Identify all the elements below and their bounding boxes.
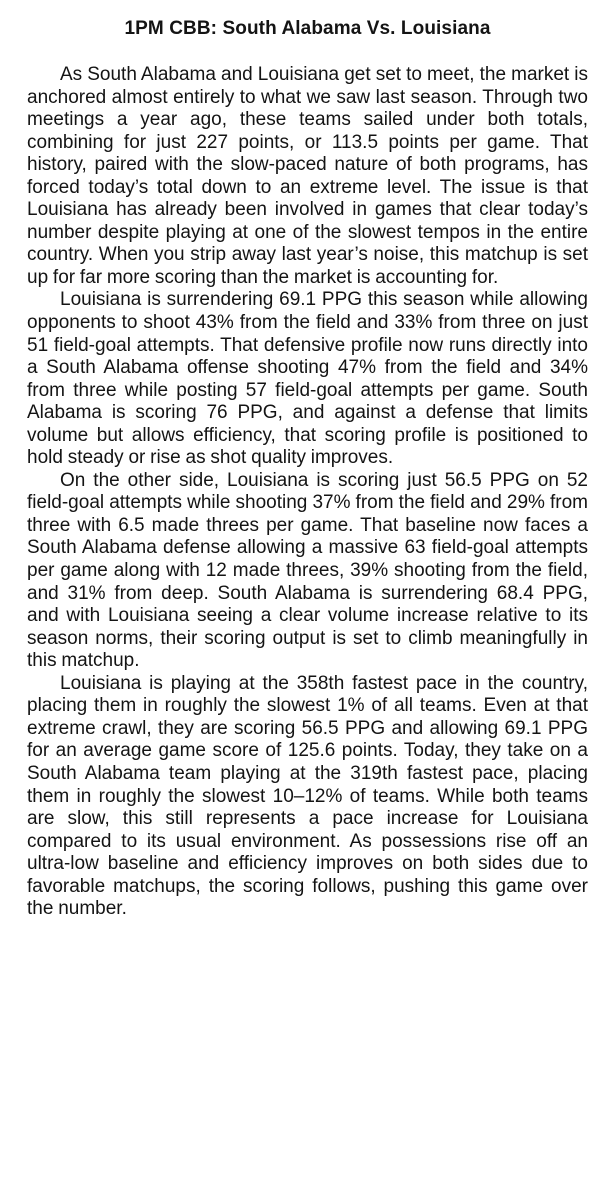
article-title: 1PM CBB: South Alabama Vs. Louisiana — [124, 18, 491, 39]
paragraph-pace: Louisiana is playing at the 358th fastest pace in the country, placing them in roughly the slowest 1% of all teams. Even at that extreme crawl, they are scoring 56.5 PPG and allowing 69.1 PPG for an average game score of 125.6 points. Today, they take on a South Alabama team playing at the 319th fastest pace, placing them in roughly the slowest 10–12% of teams. While both teams are slow, this still represents a pace increase for Louisiana compared to its usual environment. As possessions rise off an ultra-low baseline and efficiency improves on both sides due to favorable matchups, the scoring follows, pushing this game over the number. — [27, 672, 588, 920]
paragraph-louisiana-defense: Louisiana is surrendering 69.1 PPG this season while allowing opponents to shoot 43% from the field and 33% from three on just 51 field-goal attempts. That defensive profile now runs directly into a South Alabama offense shooting 47% from the field and 34% from three while posting 57 field-goal attempts per game. South Alabama is scoring 76 PPG, and against a defense that limits volume but allows efficiency, that scoring profile is positioned to hold steady or rise as shot quality improves. — [27, 289, 588, 469]
paragraph-intro: As South Alabama and Louisiana get set to meet, the market is anchored almost entirely to what we saw last season. Through two meetings a year ago, these teams sailed under both totals, combining for just 227 points, or 113.5 points per game. That history, paired with the slow-paced nature of both programs, has forced today’s total down to an extreme level. The issue is that Louisiana has already been involved in games that clear today’s number despite playing at one of the slowest tempos in the entire country. When you strip away last year’s noise, this matchup is set up for far more scoring than the market is accounting for. — [27, 64, 588, 288]
article — [27, 14, 588, 921]
paragraph-louisiana-offense: On the other side, Louisiana is scoring just 56.5 PPG on 52 field-goal attempts while shooting 37% from the field and 29% from three with 6.5 made threes per game. That baseline now faces a South Alabama defense allowing a massive 63 field-goal attempts per game along with 12 made threes, 39% shooting from the field, and 31% from deep. South Alabama is surrendering 68.4 PPG, and with Louisiana seeing a clear volume increase relative to its season norms, their scoring output is set to climb meaningfully in this matchup. — [27, 469, 588, 672]
article-body — [27, 64, 588, 921]
